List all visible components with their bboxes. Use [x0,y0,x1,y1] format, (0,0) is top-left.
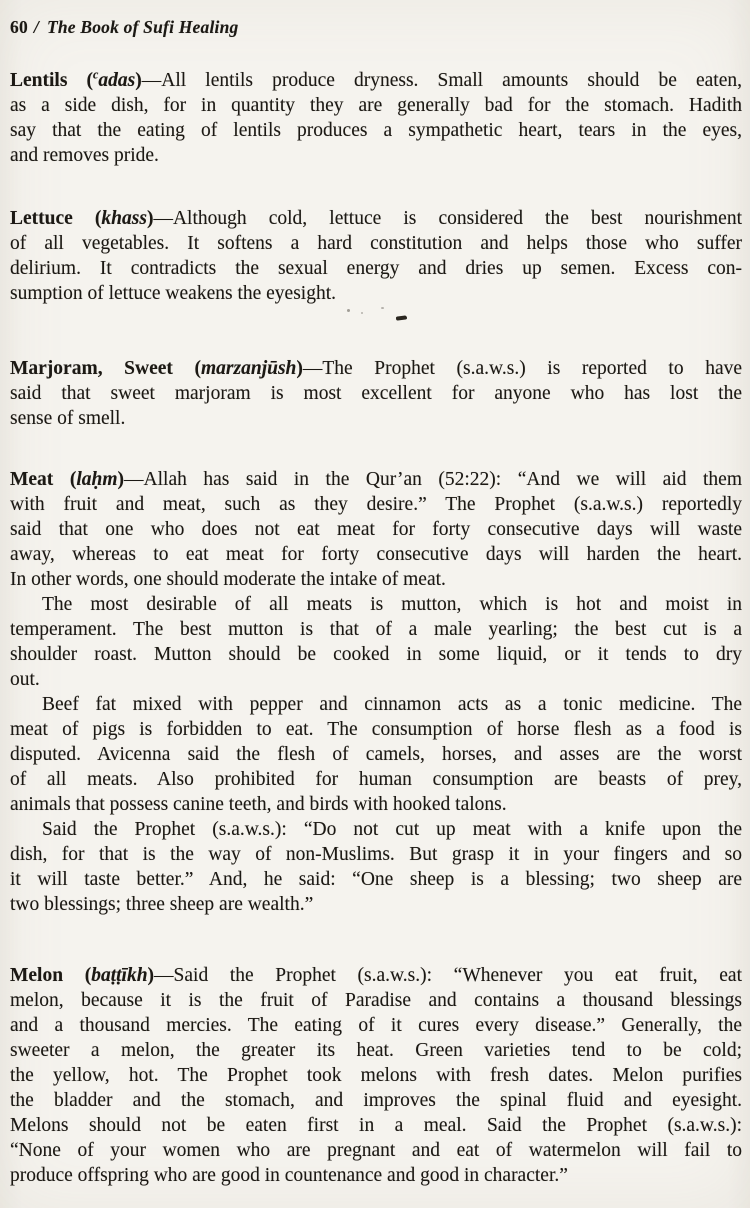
text-line: meat of pigs is forbidden to eat. The consumption of horse flesh as a food is [10,719,742,740]
entry-headword: Lettuce [10,208,95,229]
text-line: say that the eating of lentils produces a sympathetic heart, tears in the eyes, [10,120,742,141]
body-paragraph [10,692,742,817]
text-line: dish, for that is the way of non-Muslims. But grasp it in your fingers and so [10,844,742,865]
text-line: and removes pride. [10,145,159,166]
text-line: said that sweet marjoram is most excellent for anyone who has lost the [10,383,742,404]
entry-transliteration: (laḥm) [69,469,125,490]
text-line: and a thousand mercies. The eating of it cures every disease.” Generally, the [10,1015,742,1036]
page-number: 60 [10,17,28,37]
text-line: Meat (laḥm)—Allah has said in the Qur’an (52:22): “And we will aid them [10,469,742,490]
text-line: sweeter a melon, the greater its heat. Green varieties tend to be cold; [10,1040,742,1061]
text-line: Lettuce (khass)—Although cold, lettuce is considered the best nourishment [10,208,742,229]
text-line: sumption of lettuce weakens the eyesight. [10,283,336,304]
text-line: with fruit and meat, such as they desire.” The Prophet (s.a.w.s.) reportedly [10,494,742,515]
text-line: Lentils ($^c$adas)—All lentils produce dryness. Small amounts should be eaten, [10,67,742,91]
entry-paragraph [10,68,742,168]
text-line: melon, because it is the fruit of Paradise and contains a thousand blessings [10,990,742,1011]
text-line: shoulder roast. Mutton should be cooked in some liquid, or it tends to dry [10,644,742,665]
text-line: out. [10,669,40,690]
text-line: produce offspring who are good in countenance and good in character.” [10,1165,568,1186]
page-header [10,16,742,38]
text-line: said that one who does not eat meat for forty consecutive days will waste [10,519,742,540]
body-paragraph [10,817,742,917]
text-line: disputed. Avicenna said the flesh of camels, horses, and asses are the worst [10,744,742,765]
entry-headword: Lentils [10,70,87,91]
text-line: “None of your women who are pregnant and eat of watermelon will fail to [10,1140,742,1161]
entry-transliteration: (baṭṭīkh) [84,965,155,986]
text-line: the yellow, hot. The Prophet took melons with fresh dates. Melon purifies [10,1065,742,1086]
book-title: The Book of Sufi Healing [46,17,239,37]
text-line: Melon (baṭṭīkh)—Said the Prophet (s.a.w.s.): “Whenever you eat fruit, eat [10,965,742,986]
text-line: Said the Prophet (s.a.w.s.): “Do not cut up meat with a knife upon the [42,819,742,840]
entry-paragraph [10,206,742,306]
text-line: away, whereas to eat meat for forty consecutive days will harden the heart. [10,544,742,565]
text-line: temperament. The best mutton is that of a male yearling; the best cut is a [10,619,742,640]
text-line: In other words, one should moderate the intake of meat. [10,569,446,590]
entry-transliteration: (khass) [94,208,154,229]
text-line: as a side dish, for in quantity they are generally bad for the stomach. Hadith [10,95,742,116]
entry-headword: Marjoram, Sweet [10,358,195,379]
entry-headword: Meat [10,469,70,490]
text-line: animals that possess canine teeth, and birds with hooked talons. [10,794,507,815]
entry-transliteration: (marzanjūsh) [194,358,303,379]
header-separator: / [33,17,39,37]
text-line: delirium. It contradicts the sexual energy and dries up semen. Excess con- [10,258,742,279]
text-line: sense of smell. [10,408,126,429]
text-line: of all meats. Also prohibited for human consumption are beasts of prey, [10,769,742,790]
entry-paragraph [10,467,742,592]
text-line: two blessings; three sheep are wealth.” [10,894,314,915]
text-line: of all vegetables. It softens a hard constitution and helps those who suffer [10,233,742,254]
text-line: The most desirable of all meats is mutton, which is hot and moist in [42,594,742,615]
text-line: Melons should not be eaten first in a meal. Said the Prophet (s.a.w.s.): [10,1115,742,1136]
entry-paragraph [10,963,742,1188]
entry-paragraph [10,356,742,431]
text-line: Marjoram, Sweet (marzanjūsh)—The Prophet (s.a.w.s.) is reported to have [10,358,743,379]
entry-transliteration: ($^c$adas) [86,67,142,91]
entry-headword: Melon [10,965,85,986]
text-line: the bladder and the stomach, and improves the spinal fluid and eyesight. [10,1090,742,1111]
body-paragraph [10,592,742,692]
page-body [10,68,742,1188]
text-line: it will taste better.” And, he said: “One sheep is a blessing; two sheep are [10,869,742,890]
text-line: Beef fat mixed with pepper and cinnamon acts as a tonic medicine. The [42,694,742,715]
